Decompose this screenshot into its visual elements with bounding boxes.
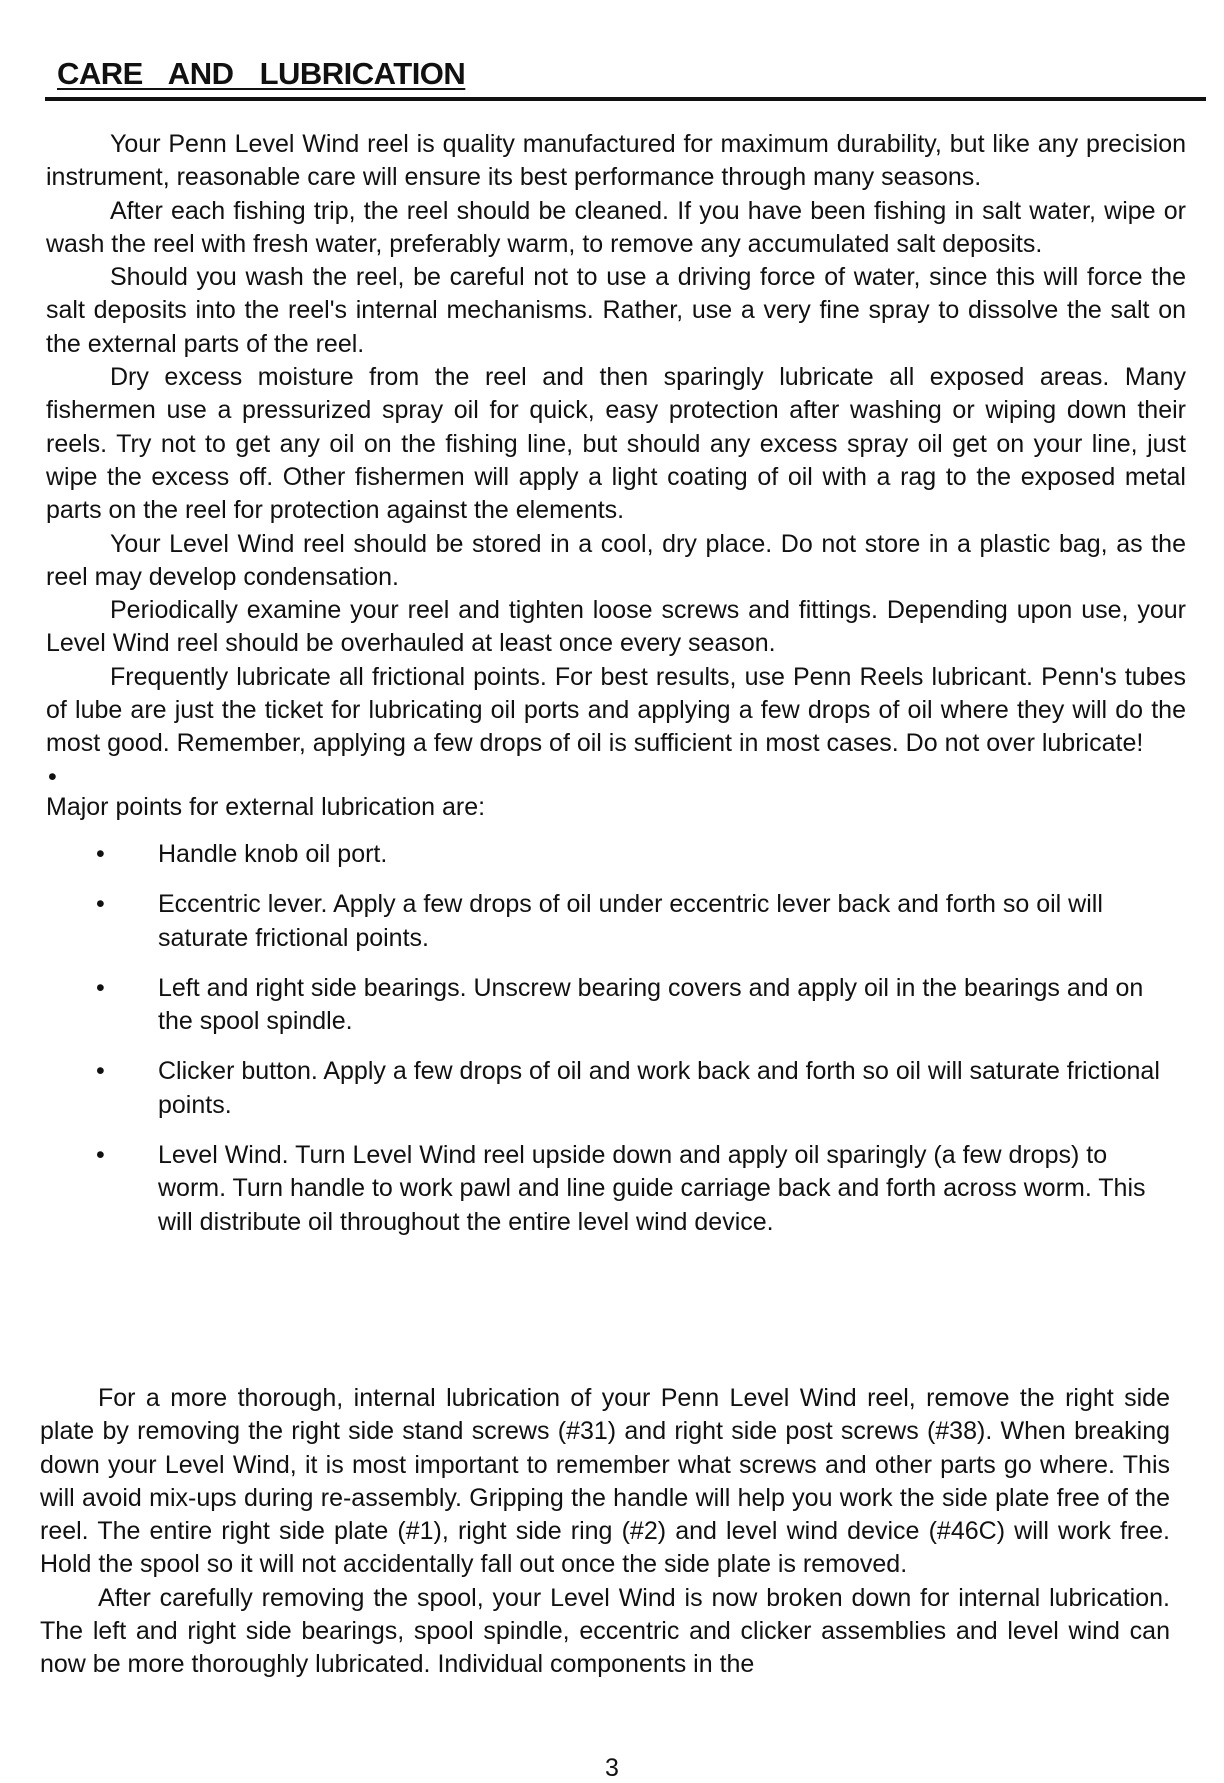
internal-lubrication-block: [40, 1382, 1170, 1682]
paragraph-lubricate: Frequently lubricate all frictional points. For best results, use Penn Reels lubricant. Penn's tubes of lube are just the ticket for lubricating oil ports and applying a few drops of oil where they will do the most good. Remember, applying a few drops of oil is sufficient in most cases. Do not over lubricate!: [46, 662, 1186, 758]
list-item-text: Clicker button. Apply a few drops of oil and work back and forth so oil will saturate frictional points.: [158, 1057, 1160, 1119]
list-item-text: Eccentric lever. Apply a few drops of oil under eccentric lever back and forth so oil will saturate frictional points.: [158, 890, 1103, 952]
bullet-icon: •: [96, 1057, 105, 1086]
paragraph-cleaning: After each fishing trip, the reel should be cleaned. If you have been fishing in salt water, wipe or wash the reel with fresh water, preferably warm, to remove any accumulated salt deposits.: [46, 196, 1186, 258]
care-text-block: [46, 128, 1186, 1256]
paragraph-washing: Should you wash the reel, be careful not to use a driving force of water, since this will force the salt deposits into the reel's internal mechanisms. Rather, use a very fine spray to dissolve the salt on the external parts of the reel.: [46, 263, 1186, 358]
list-item-text: Level Wind. Turn Level Wind reel upside down and apply oil sparingly (a few drops) to worm. Turn handle to work pawl and line guide carriage back and forth across worm. This will distribute oil throughout the entire level wind device.: [158, 1141, 1146, 1236]
list-item: [46, 838, 1176, 871]
bullet-icon: •: [96, 839, 105, 868]
lone-bullet: •: [48, 762, 57, 791]
paragraph-storage: Your Level Wind reel should be stored in a cool, dry place. Do not store in a plastic bag, as the reel may develop condensation.: [46, 529, 1186, 591]
bullet-icon: •: [96, 890, 105, 919]
bullet-icon: •: [96, 1141, 105, 1170]
paragraph-internal: For a more thorough, internal lubrication of your Penn Level Wind reel, remove the right side plate by removing the right side stand screws (#31) and right side post screws (#38). When breaking down your Level Wind, it is most important to remember what screws and other parts go where. This will avoid mix-ups during re-assembly. Gripping the handle will help you work the side plate free of the reel. The entire right side plate (#1), right side ring (#2) and level wind device (#46C) will work free. Hold the spool so it will not accidentally fall out once the side plate is removed.: [40, 1384, 1170, 1579]
list-item: [46, 888, 1176, 955]
list-item: [46, 1139, 1176, 1239]
points-intro: Major points for external lubrication are:: [46, 792, 486, 821]
title-rule: [45, 97, 1206, 101]
paragraph-intro: Your Penn Level Wind reel is quality manufactured for maximum durability, but like any precision instrument, reasonable care will ensure its best performance through many seasons.: [46, 130, 1186, 192]
section-title: CARE AND LUBRICATION: [57, 56, 466, 91]
paragraph-drying: Dry excess moisture from the reel and then sparingly lubricate all exposed areas. Many fishermen use a pressurized spray oil for quick, easy protection after washing or wiping down their reels. Try not to get any oil on the fishing line, but should any excess spray oil get on your line, just wipe the excess off. Other fishermen will apply a light coating of oil with a rag to the exposed metal parts on the reel for protection against the elements.: [46, 363, 1186, 525]
list-item: [46, 1055, 1176, 1122]
paragraph-examine: Periodically examine your reel and tighten loose screws and fittings. Depending upon use, your Level Wind reel should be overhauled at least once every season.: [46, 596, 1186, 658]
list-item-text: Left and right side bearings. Unscrew bearing covers and apply oil in the bearings and on the spool spindle.: [158, 973, 1144, 1036]
lubrication-points-list: [46, 838, 1186, 1239]
page-number: 3: [605, 1754, 619, 1782]
bullet-icon: •: [96, 973, 105, 1002]
paragraph-spool-removed: After carefully removing the spool, your Level Wind is now broken down for internal lubrication. The left and right side bearings, spool spindle, eccentric and clicker assemblies and level wind can now be more thoroughly lubricated. Individual components in the: [40, 1583, 1170, 1679]
list-item: [46, 972, 1176, 1039]
list-item-text: Handle knob oil port.: [158, 839, 388, 868]
